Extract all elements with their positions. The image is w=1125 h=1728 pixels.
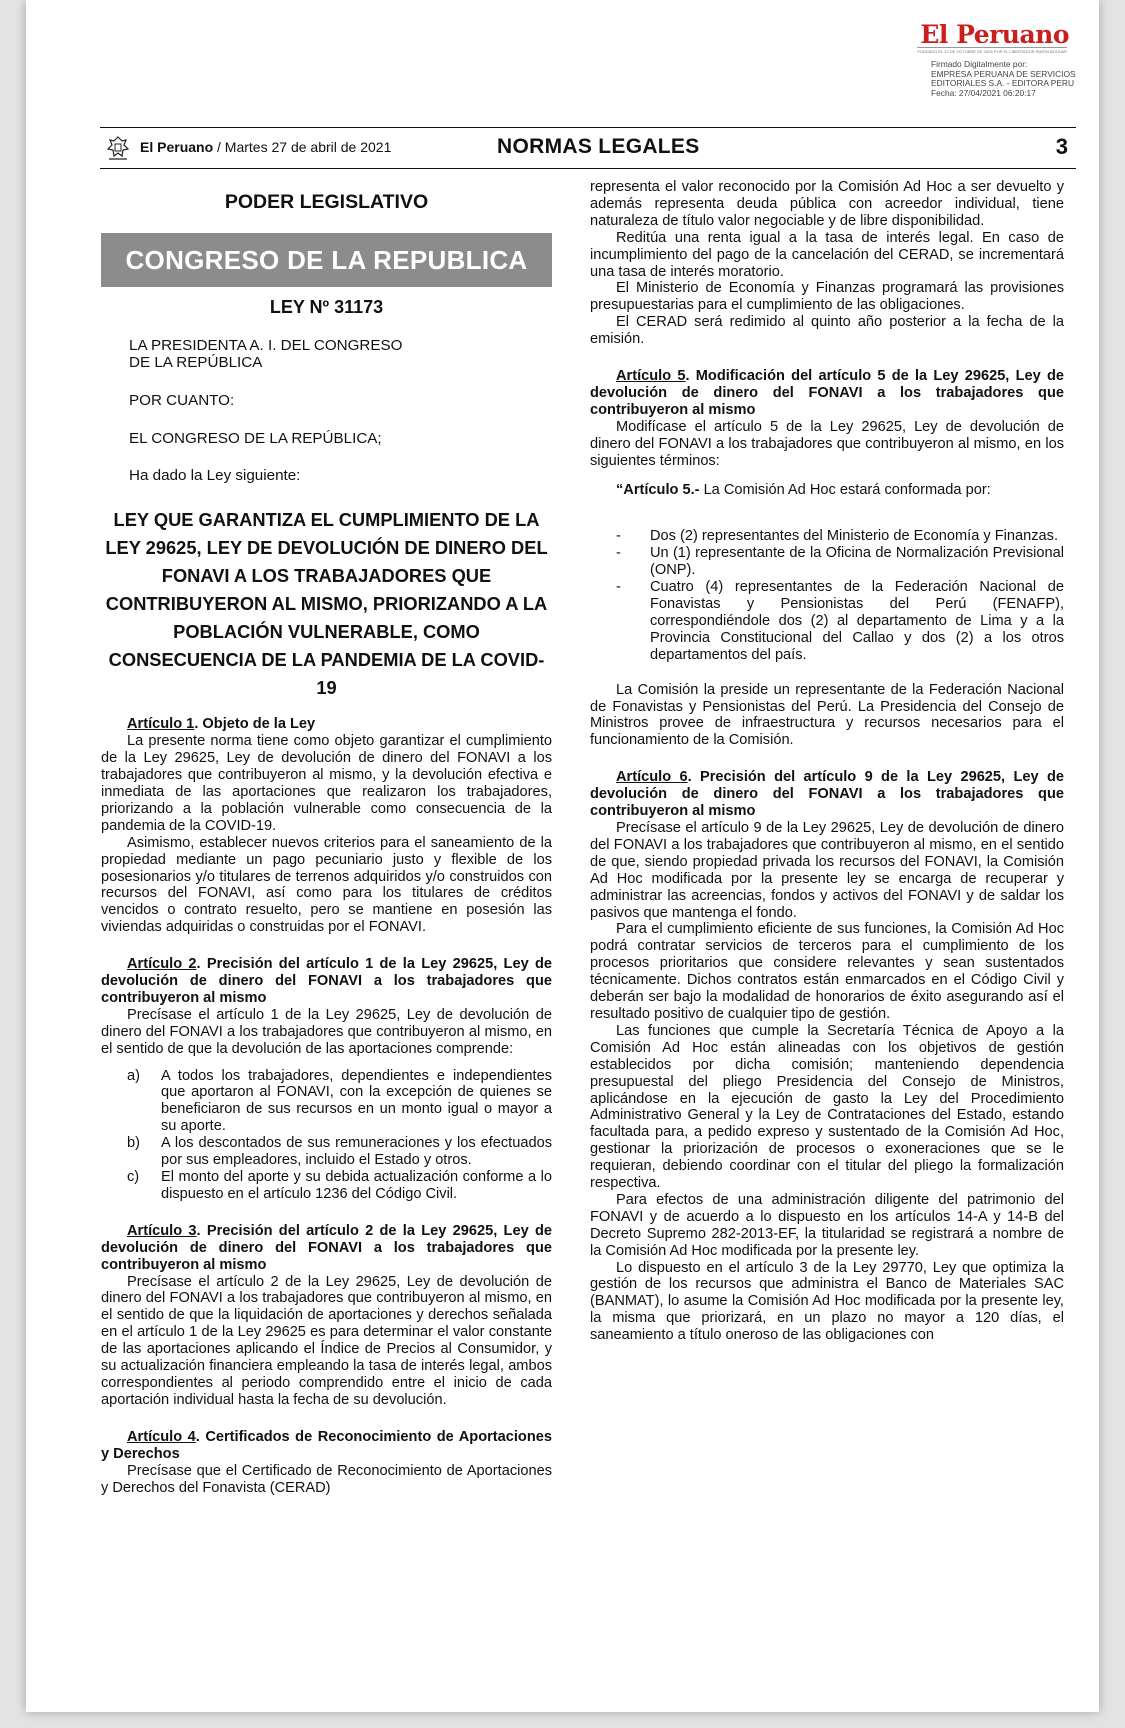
list-text: Un (1) representante de la Oficina de Normalización Previsional (ONP).	[650, 545, 1064, 579]
article-label: Artículo 2	[127, 956, 197, 973]
page-number: 3	[1055, 134, 1068, 159]
list-item	[616, 528, 1064, 545]
list-text: Dos (2) representantes del Ministerio de Economía y Finanzas.	[650, 528, 1059, 545]
list-marker: -	[616, 528, 621, 545]
article-6-heading	[590, 769, 1064, 820]
article-label: Artículo 5	[616, 368, 686, 385]
header-date: / Martes 27 de abril de 2021	[213, 139, 392, 155]
article-2-heading	[101, 956, 552, 1007]
paragraph: Asimismo, establecer nuevos criterios para el saneamiento de la propiedad mediante un pago pecuniario justo y flexible de los posesionarios y/o titulares de terrenos adquiridos y/o construidos con recursos del FONAVI, así como para los titulares de créditos vencidos o contrato resuelto, pero se mantiene en posesión las viviendas adquiridas o construidas por el FONAVI.	[101, 834, 552, 936]
por-cuanto: POR CUANTO:	[129, 391, 235, 409]
paragraph: Reditúa una renta igual a la tasa de interés legal. En caso de incumplimiento del pago de la cancelación del CERAD, se incrementará una tasa de interés moratorio.	[590, 229, 1064, 280]
law-number: LEY Nº 31173	[269, 296, 384, 317]
paragraph: La Comisión la preside un representante de la Federación Nacional de Fonavistas y Pensionistas del Perú. La Presidencia del Consejo de Ministros provee de infraestructura y recursos necesarios para el funcionamiento de la Comisión.	[590, 681, 1064, 749]
list-item	[127, 1135, 552, 1169]
article-label: Artículo 4	[127, 1428, 196, 1445]
article-title: . Modificación del artículo 5 de la Ley 29625, Ley de devolución de dinero del FONAVI a los trabajadores que contribuyeron al mismo	[590, 368, 1064, 418]
paragraph: Precísase el artículo 1 de la Ley 29625, Ley de devolución de dinero del FONAVI a los trabajadores que contribuyeron al mismo, en el sentido de que la devolución de las aportaciones comprende:	[101, 1006, 552, 1057]
law-title: LEY QUE GARANTIZA EL CUMPLIMIENTO DE LA LEY 29625, LEY DE DEVOLUCIÓN DE DINERO DEL FONAVI A LOS TRABAJADORES QUE CONTRIBUYERON AL MISMO, PRIORIZANDO A LA POBLACIÓN VULNERABLE, COMO CONSECUENCIA DE LA PANDEMIA DE LA COVID-19	[105, 509, 548, 699]
header-paper-date	[140, 139, 391, 155]
article-title: . Precisión del artículo 9 de la Ley 29625, Ley de devolución de dinero del FONAVI a los trabajadores que contribuyeron al mismo	[590, 769, 1064, 820]
article-title: . Precisión del artículo 2 de la Ley 29625, Ley de devolución de dinero del FONAVI a los trabajadores que contribuyeron al mismo	[101, 1222, 552, 1273]
list-item	[127, 1068, 552, 1136]
section-title: NORMAS LEGALES	[497, 135, 700, 158]
header-paper: El Peruano	[140, 139, 214, 155]
logo-tagline: FUNDADO EL 22 DE OCTUBRE DE 1825 POR EL LIBERTADOR SIMÓN BOLÍVAR	[917, 49, 1067, 54]
list-item	[616, 545, 1064, 579]
article-title: . Objeto de la Ley	[194, 716, 316, 733]
page-header	[100, 127, 1076, 169]
ha-dado: Ha dado la Ley siguiente:	[129, 467, 301, 485]
article-1-heading	[101, 716, 552, 733]
paragraph: Para el cumplimiento eficiente de sus funciones, la Comisión Ad Hoc podrá contratar servicios de terceros para el cumplimiento de los procesos prioritarios que considere relevantes y sean sustentados técnicamente. Dichos contratos están enmarcados en el Código Civil y deberán ser bajo la modalidad de honorarios de éxito asegurando así el resultado positivo de cualquier tipo de gestión.	[590, 921, 1064, 1022]
right-column	[590, 179, 1064, 1344]
list-marker: b)	[127, 1135, 140, 1152]
power-heading: PODER LEGISLATIVO	[224, 191, 429, 213]
congress-line: EL CONGRESO DE LA REPÚBLICA;	[129, 429, 382, 447]
paragraph: representa el valor reconocido por la Comisión Ad Hoc a ser devuelto y además representa deuda pública con acreedor individual, tiene naturaleza de título valor negociable y de libre disponibilidad.	[590, 179, 1064, 229]
article-label: Artículo 6	[616, 769, 688, 786]
list-marker: -	[616, 545, 621, 562]
list-text: El monto del aporte y su debida actualización conforme a lo dispuesto en el artículo 1236 del Código Civil.	[161, 1169, 552, 1202]
paragraph: Precísase el artículo 2 de la Ley 29625, Ley de devolución de dinero del FONAVI a los trabajadores que contribuyeron al mismo, en el sentido de que la liquidación de aportaciones y derechos señalada en el artículo 1 de la Ley 29625 es para determinar el valor constante de las aportaciones aplicando el Índice de Precios al Consumidor, y su actualización financiera empleando la tasa de interés legal, ambos correspondientes al periodo comprendido entre el inicio de cada aportación individual hasta la fecha de su devolución.	[101, 1273, 552, 1408]
left-column	[101, 176, 552, 1496]
digital-signature	[931, 60, 1081, 98]
list-marker: c)	[127, 1169, 140, 1185]
article-label: Artículo 3	[127, 1222, 197, 1239]
list-text: Cuatro (4) representantes de la Federación Nacional de Fonavistas y Pensionistas del Perú (FENAFP), correspondiéndole dos (2) al departamento de Lima y a la Provincia Constitucional del Callao y dos (2) a los otros departamentos del país.	[650, 579, 1064, 663]
list-text: A los descontados de sus remuneraciones y los efectuados por sus empleadores, incluido el Estado y otros.	[161, 1135, 552, 1169]
list-marker: -	[616, 579, 621, 596]
article-title: . Precisión del artículo 1 de la Ley 29625, Ley de devolución de dinero del FONAVI a los trabajadores que contribuyeron al mismo	[101, 956, 552, 1006]
article-4-heading	[101, 1429, 552, 1463]
list-marker: a)	[127, 1067, 140, 1084]
newspaper-page	[26, 0, 1099, 1712]
quote-label: “Artículo 5.-	[616, 481, 700, 498]
list-item	[616, 579, 1064, 664]
list-text: A todos los trabajadores, dependientes e independientes que aportaron al FONAVI, con la excepción de quienes se beneficiaron de sus recursos en un monto igual o mayor a su aporte.	[161, 1067, 552, 1135]
list-item	[127, 1169, 552, 1203]
signature-line: Firmado Digitalmente por:	[931, 59, 1028, 69]
president-line-1: LA PRESIDENTA A. I. DEL CONGRESO	[129, 336, 403, 354]
paragraph: Modifícase el artículo 5 de la Ley 29625, Ley de devolución de dinero del FONAVI a los trabajadores que contribuyeron al mismo, en los siguientes términos:	[590, 418, 1064, 469]
article-title: . Certificados de Reconocimiento de Aportaciones y Derechos	[101, 1428, 552, 1462]
el-peruano-logo: El Peruano	[920, 20, 1069, 49]
article-5-heading	[590, 368, 1064, 419]
paragraph: El Ministerio de Economía y Finanzas programará las provisiones presupuestarias para el cumplimiento de las obligaciones.	[590, 280, 1064, 314]
paragraph: Las funciones que cumple la Secretaría Técnica de Apoyo a la Comisión Ad Hoc están alineadas con los objetivos de gestión establecidos por dicha comisión; manteniendo dependencia presupuestal del pliego Presidencia del Consejo de Ministros, aplicándose en la ejecución de gasto la Ley del Procedimiento Administrativo General y la Ley de Contrataciones del Estado, estando facultada para, a pedido expreso y sustentado de la Comisión Ad Hoc, gestionar la priorización de procesos o exoneraciones que se le requieran, debiendo coordinar con el titular del pliego la formalización respectiva.	[590, 1022, 1064, 1192]
signature-line: EDITORIALES S.A. - EDITORA PERU	[931, 78, 1075, 89]
congress-banner: CONGRESO DE LA REPUBLICA	[101, 233, 552, 287]
signature-line: EMPRESA PERUANA DE SERVICIOS	[931, 68, 1076, 79]
article-label: Artículo 1	[127, 716, 195, 733]
signature-line: Fecha: 27/04/2021 06:20:17	[931, 87, 1036, 98]
paragraph: El CERAD será redimido al quinto año posterior a la fecha de la emisión.	[590, 314, 1064, 348]
coat-of-arms-icon	[105, 135, 131, 161]
paragraph: Para efectos de una administración diligente del patrimonio del FONAVI y de acuerdo a lo dispuesto en los artículos 14-A y 14-B del Decreto Supremo 282-2013-EF, la titularidad se registrará a nombre de la Comisión Ad Hoc modificada por la presente ley.	[590, 1191, 1064, 1259]
president-line-2: DE LA REPÚBLICA	[129, 353, 263, 371]
article-3-heading	[101, 1223, 552, 1274]
paragraph: Precísase que el Certificado de Reconocimiento de Aportaciones y Derechos del Fonavista (CERAD)	[101, 1462, 552, 1496]
paragraph: Lo dispuesto en el artículo 3 de la Ley 29770, Ley que optimiza la gestión de los recursos que administra el Banco de Materiales SAC (BANMAT), lo asume la Comisión Ad Hoc modificada por la presente ley, la misma que priorizará, en un plazo no mayor a 120 días, el saneamiento a título oneroso de las obligaciones con	[590, 1259, 1064, 1344]
quoted-article	[616, 482, 1064, 499]
paragraph: La presente norma tiene como objeto garantizar el cumplimiento de la Ley 29625, Ley de devolución de dinero del FONAVI a los trabajadores que contribuyeron al mismo, y la devolución efectiva e inmediata de las aportaciones que realizaron los trabajadores, priorizando a la población vulnerable como consecuencia de la pandemia de la COVID-19.	[101, 733, 552, 834]
quote-text: La Comisión Ad Hoc estará conformada por:	[699, 481, 991, 498]
paragraph: Precísase el artículo 9 de la Ley 29625, Ley de devolución de dinero del FONAVI a los trabajadores que contribuyeron al mismo, en el sentido de que, siendo propiedad privada los recursos del FONAVI, la Comisión Ad Hoc modificada por la presente ley se encarga de recuperar y administrar las acreencias, fondos y activos del FONAVI y de saldar los pasivos que mantenga el fondo.	[590, 820, 1064, 921]
